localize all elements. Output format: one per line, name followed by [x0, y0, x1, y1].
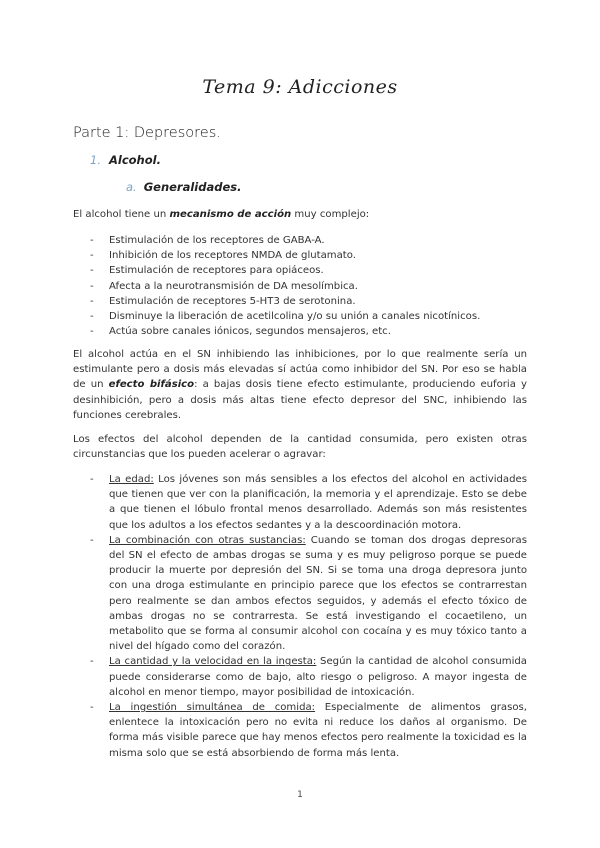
factor-label: La cantidad y la velocidad en la ingesta: — [109, 656, 317, 668]
list-item: - Disminuye la liberación de acetilcolina y/o su unión a canales nicotínicos. — [90, 311, 481, 323]
list-item: - Actúa sobre canales iónicos, segundos mensajeros, etc. — [90, 326, 391, 338]
list-item: - La combinación con otras sustancias: Cuando se toman dos drogas depresoras del SN el efecto de ambas drogas se suma y es muy peligroso porque se puede producir la muerte por depresión del SN. Si se toma una droga depresora junto con una droga estimulante en principio parece que los efectos se contrarrestan pero realmente se dan ambos efectos seguidos, y además el efecto tóxico de ambas drogas no se contrarresta. Se está investigando el cocaetileno, un metabolito que se forma al consumir alcohol con cocaína y es muy tóxico tanto a nivel del hígado como del corazón. — [90, 534, 527, 653]
factor-label: La combinación con otras sustancias: — [109, 534, 306, 546]
biphasic-paragraph: El alcohol actúa en el SN inhibiendo las inhibiciones, por lo que realmente sería un estimulante pero a dosis más elevadas sí actúa como inhibidor del SN. Por eso se habla de un efecto bifásico: a bajas dosis tiene efecto estimulante, produciendo euforia y desinhibición, pero a dosis más altas tiene efecto depresor del SNC, inhibiendo las funciones cerebrales. — [73, 349, 527, 421]
list-item: - La ingestión simultánea de comida: Especialmente de alimentos grasos, enlentece la intoxicación pero no evita ni reduce los daños al organismo. De forma más visible parece que hay menos efectos pero realmente la toxicidad es la misma solo que se está absorbiendo de forma más lenta. — [90, 702, 527, 759]
section-heading — [90, 153, 161, 167]
page-number: 1 — [297, 790, 303, 800]
effects-intro-paragraph: Los efectos del alcohol dependen de la cantidad consumida, pero existen otras circunstancias que los pueden acelerar o agravar: — [73, 434, 527, 461]
list-item: - La edad: Los jóvenes son más sensibles a los efectos del alcohol en actividades que tienen que ver con la planificación, la memoria y el aprendizaje. Esto se debe a que tienen el lóbulo frontal menos desarrollado. Además son más resistentes que los adultos a los efectos sedantes y a la descoordinación motora. — [90, 474, 527, 531]
section-number: 1. — [90, 153, 101, 167]
subsection-heading — [126, 180, 241, 194]
subsection-label: Generalidades. — [143, 180, 242, 194]
factor-label: La ingestión simultánea de comida: — [109, 702, 316, 714]
section-label: Alcohol. — [108, 153, 161, 167]
biphasic-term: efecto bifásico — [108, 379, 195, 391]
list-item: - Estimulación de receptores 5-HT3 de serotonina. — [90, 295, 356, 307]
list-item: - Inhibición de los receptores NMDA de glutamato. — [90, 250, 356, 262]
mechanism-list — [90, 233, 527, 339]
list-item: - Afecta a la neurotransmisión de DA mesolímbica. — [90, 280, 358, 292]
factor-label: La edad: — [109, 474, 154, 485]
list-item: - Estimulación de receptores para opiáceos. — [90, 265, 324, 277]
list-item: - La cantidad y la velocidad en la ingesta: Según la cantidad de alcohol consumida puede considerarse como de bajo, alto riesgo o peligroso. A mayor ingesta de alcohol en menor tiempo, mayor posibilidad de intoxicación. — [90, 656, 527, 698]
part-heading: Parte 1: Depresores. — [73, 125, 221, 141]
mechanism-term: mecanismo de acción — [169, 209, 292, 220]
factors-list — [90, 472, 527, 761]
page-title: Tema 9: Adicciones — [202, 76, 398, 98]
subsection-letter: a. — [126, 180, 137, 194]
intro-paragraph: El alcohol tiene un mecanismo de acción muy complejo: — [73, 209, 370, 220]
list-item: - Estimulación de los receptores de GABA-A. — [90, 235, 325, 246]
